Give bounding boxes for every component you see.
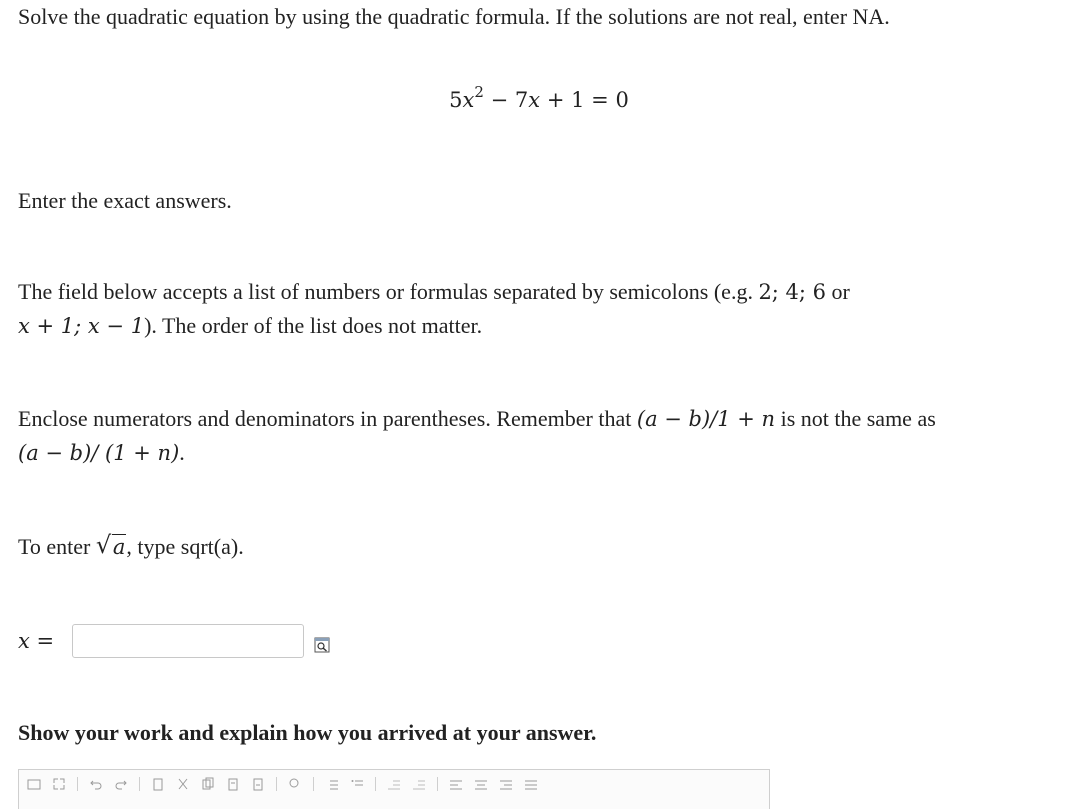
sqrt-note: To enter √ a, type sqrt(a). — [18, 530, 1064, 564]
paren-math-2: (a − b)/ (1 + n) — [18, 441, 180, 465]
source-icon[interactable] — [27, 777, 41, 791]
answer-input[interactable] — [72, 624, 304, 658]
toolbar-separator — [77, 777, 78, 791]
answer-row — [18, 622, 330, 660]
indent-icon[interactable] — [412, 777, 426, 791]
preview-icon[interactable] — [314, 633, 330, 649]
quadratic-equation: $5x^2 - 7x + 1 = 0$ — [449, 83, 629, 112]
exact-answers-note: Enter the exact answers. — [18, 188, 232, 213]
align-right-icon[interactable] — [499, 777, 513, 791]
align-center-icon[interactable] — [474, 777, 488, 791]
find-icon[interactable] — [288, 777, 302, 791]
fullscreen-icon[interactable] — [52, 777, 66, 791]
list-format-note: The field below accepts a list of numbers or formulas separated by semicolons (e.g. 2; 4; 6 or x + 1; x − 1). The order of the list does not matter. — [18, 279, 850, 338]
list-example-math: 2; 4; 6 — [758, 280, 827, 304]
paren-math-1: (a − b)/1 + n — [636, 407, 776, 431]
question-instruction: Solve the quadratic equation by using the quadratic formula. If the solutions are not real, enter NA. — [18, 4, 890, 29]
equation-exponent: 2 — [474, 83, 484, 101]
bullet-list-icon[interactable] — [350, 777, 364, 791]
editor-toolbar — [19, 770, 769, 798]
cut-icon[interactable] — [176, 777, 190, 791]
toolbar-separator — [437, 777, 438, 791]
sqrt-symbol: √ a — [95, 531, 126, 559]
copy-icon[interactable] — [201, 777, 215, 791]
parentheses-note: Enclose numerators and denominators in parentheses. Remember that (a − b)/1 + n is not the same as (a − b)/ (1 + n). — [18, 406, 936, 465]
paste-text-icon[interactable] — [226, 777, 240, 791]
align-left-icon[interactable] — [449, 777, 463, 791]
list-example-math-2: x + 1; x − 1 — [18, 314, 145, 338]
rich-text-editor[interactable] — [18, 769, 770, 809]
answer-label: x = — [18, 629, 55, 653]
toolbar-separator — [139, 777, 140, 791]
toolbar-separator — [313, 777, 314, 791]
redo-icon[interactable] — [114, 777, 128, 791]
outdent-icon[interactable] — [387, 777, 401, 791]
toolbar-separator — [276, 777, 277, 791]
equation-variable: x — [462, 88, 475, 112]
undo-icon[interactable] — [89, 777, 103, 791]
toolbar-separator — [375, 777, 376, 791]
justify-icon[interactable] — [524, 777, 538, 791]
ordered-list-icon[interactable] — [325, 777, 339, 791]
work-prompt: Show your work and explain how you arrived at your answer. — [18, 720, 597, 745]
paste-word-icon[interactable] — [251, 777, 265, 791]
paste-icon[interactable] — [151, 777, 165, 791]
